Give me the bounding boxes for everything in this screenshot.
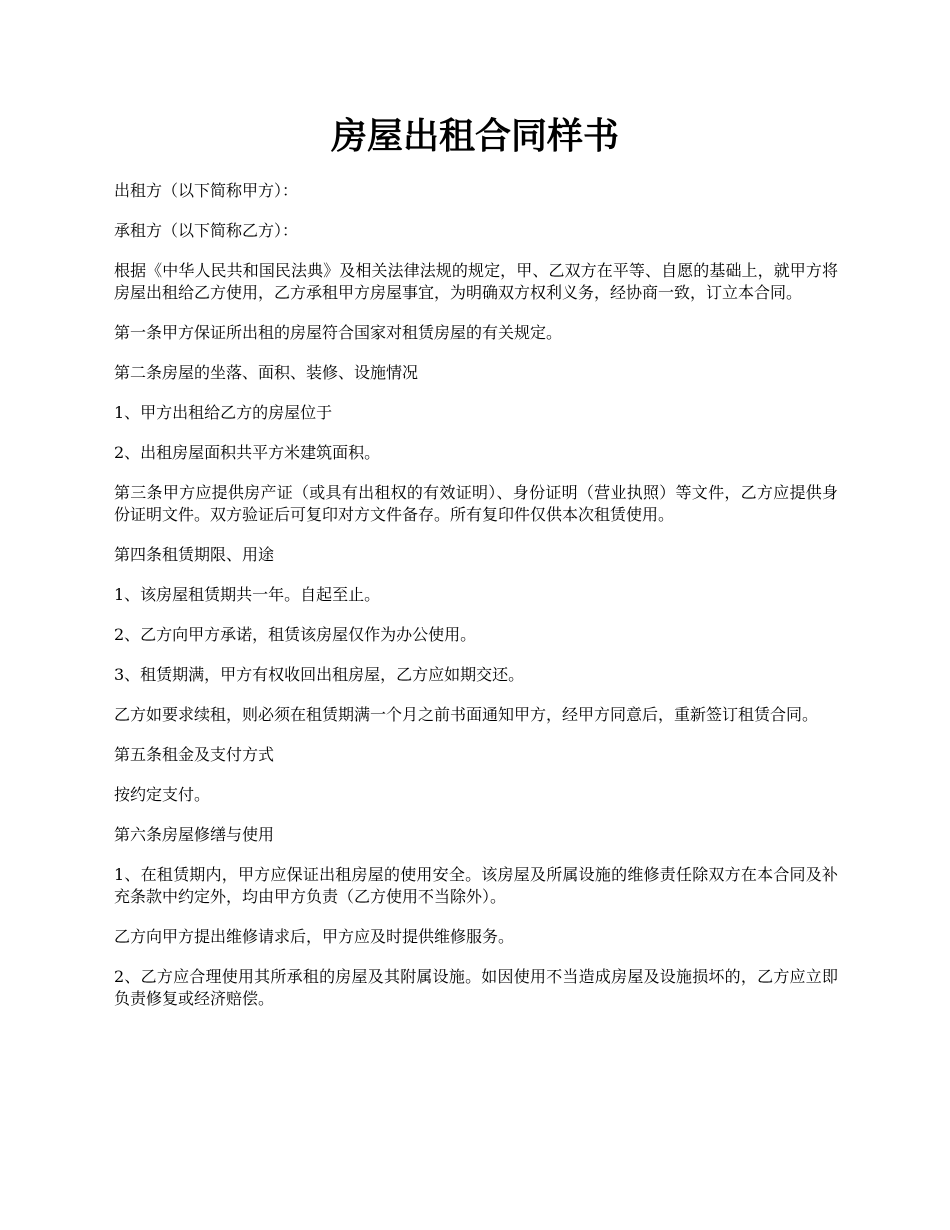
article-3: 第三条甲方应提供房产证（或具有出租权的有效证明）、身份证明（营业执照）等文件，乙方应提供身份证明文件。双方验证后可复印对方文件备存。所有复印件仅供本次租赁使用。 xyxy=(114,483,838,524)
article-4-item-2: 2、乙方向甲方承诺，租赁该房屋仅作为办公使用。 xyxy=(114,625,477,644)
article-4-item-3: 3、租赁期满，甲方有权收回出租房屋，乙方应如期交还。 xyxy=(114,665,525,684)
article-6-repair-request: 乙方向甲方提出维修请求后，甲方应及时提供维修服务。 xyxy=(114,927,515,946)
article-4-renewal: 乙方如要求续租，则必须在租赁期满一个月之前书面通知甲方，经甲方同意后，重新签订租赁合同。 xyxy=(114,705,819,724)
preamble-paragraph: 根据《中华人民共和国民法典》及相关法律法规的规定，甲、乙双方在平等、自愿的基础上，就甲方将房屋出租给乙方使用，乙方承租甲方房屋事宜，为明确双方权利义务，经协商一致，订立本合同。 xyxy=(114,261,838,302)
document-title: 房屋出租合同样书 xyxy=(330,115,619,157)
article-4-heading: 第四条租赁期限、用途 xyxy=(114,545,275,564)
article-2-item-2: 2、出租房屋面积共平方米建筑面积。 xyxy=(114,443,381,462)
article-5-payment: 按约定支付。 xyxy=(114,785,211,804)
article-2-item-1: 1、甲方出租给乙方的房屋位于 xyxy=(114,403,333,422)
article-6-heading: 第六条房屋修缮与使用 xyxy=(114,825,275,844)
article-2-heading: 第二条房屋的坐落、面积、装修、设施情况 xyxy=(114,363,419,382)
party-a-line: 出租方（以下简称甲方）： xyxy=(114,181,299,200)
party-b-line: 承租方（以下简称乙方）： xyxy=(114,221,299,240)
article-1: 第一条甲方保证所出租的房屋符合国家对租赁房屋的有关规定。 xyxy=(114,323,563,342)
document-body xyxy=(114,180,838,1028)
article-5-heading: 第五条租金及支付方式 xyxy=(114,745,275,764)
article-6-item-2: 2、乙方应合理使用其所承租的房屋及其附属设施。如因使用不当造成房屋及设施损坏的，乙方应立即负责修复或经济赔偿。 xyxy=(114,967,838,1008)
article-4-item-1: 1、该房屋租赁期共一年。自起至止。 xyxy=(114,585,381,604)
article-6-item-1: 1、在租赁期内，甲方应保证出租房屋的使用安全。该房屋及所属设施的维修责任除双方在本合同及补充条款中约定外，均由甲方负责（乙方使用不当除外）。 xyxy=(114,865,838,906)
